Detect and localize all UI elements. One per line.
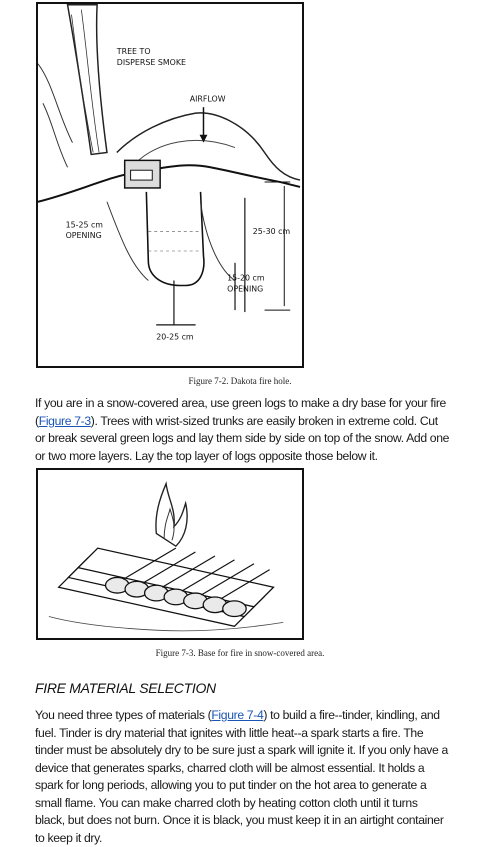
figure-snow-fire-base (36, 468, 304, 640)
label-opening-2b: OPENING (227, 284, 264, 294)
label-opening-2: 15-20 cm (227, 273, 265, 283)
paragraph-text: ) to build a fire--tinder, kindling, and fuel. Tinder is dry material that ignites with little heat--a spark starts a fire. The tinder must be absolutely dry to be sure just a spark will ignite it. If you only have a device that generates sparks, charred cloth will be almost essential. It holds a spark for long periods, allowing you to put tinder on the hot area to generate a small flame. You can make charred cloth by heating cotton cloth until it turns black, but does not burn. Once it is black, you must keep it in an airtight container to keep it dry. (35, 708, 448, 845)
figure-dakota-fire-hole (36, 2, 304, 368)
body-paragraph-1 (35, 395, 450, 465)
paragraph-text: ). Trees with wrist-sized trunks are easily broken in extreme cold. Cut or break several green logs and lay them side by side on top of the snow. Add one or two more layers. Lay the top layer of logs opposite those below it. (35, 413, 450, 463)
figure-caption-7-3: Figure 7-3. Base for fire in snow-covered area. (155, 648, 325, 658)
label-airflow: AIRFLOW (189, 94, 226, 104)
body-paragraph-2 (35, 707, 450, 847)
figure-caption-7-2: Figure 7-2. Dakota fire hole. (188, 376, 292, 386)
label-opening-1: 15-25 cm (65, 220, 103, 230)
label-tree-2: DISPERSE SMOKE (116, 57, 187, 67)
snow-fire-base-illustration (38, 470, 302, 638)
figure-7-3-link[interactable]: Figure 7-3 (38, 413, 91, 428)
label-opening-1b: OPENING (65, 231, 102, 241)
paragraph-text: If you are in a snow-covered area, use green logs to make a dry base for your fire ( (35, 396, 446, 428)
label-depth: 25-30 cm (252, 227, 291, 237)
paragraph-text: You need three types of materials ( (35, 708, 212, 722)
section-heading: FIRE MATERIAL SELECTION (35, 680, 216, 696)
dakota-fire-hole-illustration (38, 4, 302, 366)
figure-7-4-link[interactable]: Figure 7-4 (211, 708, 264, 722)
label-width: 20-25 cm (156, 332, 194, 342)
label-tree: TREE TO (116, 46, 151, 56)
